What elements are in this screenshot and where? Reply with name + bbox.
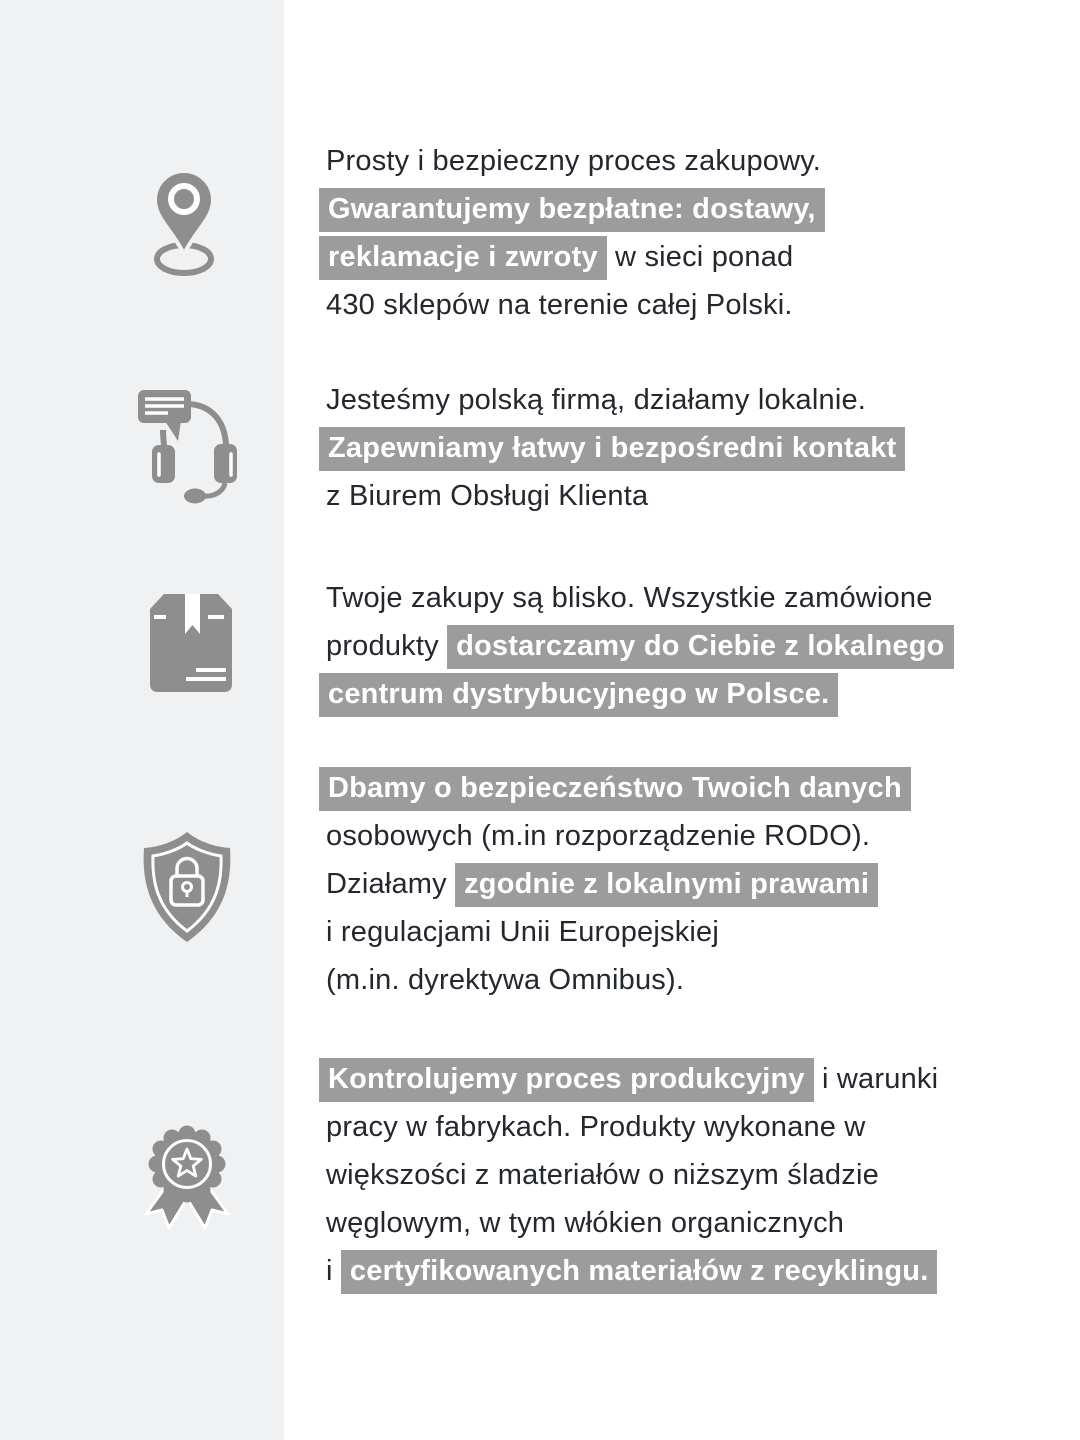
text-line bbox=[326, 424, 905, 472]
text-run: i bbox=[326, 1255, 341, 1287]
award-badge-icon bbox=[136, 1120, 238, 1234]
text-run: z Biurem Obsługi Klienta bbox=[326, 480, 649, 512]
text-run: i regulacjami Unii Europejskiej bbox=[326, 916, 720, 948]
highlighted-text-run: Kontrolujemy proces produkcyjny bbox=[319, 1058, 814, 1102]
text-run: Prosty i bezpieczny proces zakupowy. bbox=[326, 145, 822, 177]
text-run: węglowym, w tym włókien organicznych bbox=[326, 1207, 845, 1239]
text-line bbox=[326, 472, 905, 520]
highlighted-text-run: Zapewniamy łatwy i bezpośredni kontakt bbox=[319, 427, 905, 471]
text-run: Jesteśmy polską firmą, działamy lokalnie. bbox=[326, 384, 867, 416]
award-icon-slot bbox=[136, 1120, 238, 1239]
text-line bbox=[326, 908, 911, 956]
text-line bbox=[326, 376, 905, 424]
section-polish-company-text bbox=[326, 376, 905, 520]
highlighted-text-run: Dbamy o bezpieczeństwo Twoich danych bbox=[319, 767, 911, 811]
location-pin-icon bbox=[151, 170, 217, 276]
text-line bbox=[326, 1151, 938, 1199]
highlighted-text-run: certyfikowanych materiałów z recyklingu. bbox=[341, 1250, 938, 1294]
section-local-distribution-text bbox=[326, 574, 954, 718]
headset-icon-slot bbox=[138, 388, 238, 515]
text-run: pracy w fabrykach. Produkty wykonane w bbox=[326, 1111, 866, 1143]
text-line bbox=[326, 281, 825, 329]
highlighted-text-run: centrum dystrybucyjnego w Polsce. bbox=[319, 673, 838, 717]
text-line bbox=[326, 574, 954, 622]
highlighted-text-run: dostarczamy do Ciebie z lokalnego bbox=[447, 625, 953, 669]
text-line bbox=[326, 1055, 938, 1103]
text-run: osobowych (m.in rozporządzenie RODO). bbox=[326, 820, 871, 852]
shield-icon-slot bbox=[138, 830, 236, 949]
text-run: Działamy bbox=[326, 868, 456, 900]
text-line bbox=[326, 860, 911, 908]
highlighted-text-run: zgodnie z lokalnymi prawami bbox=[455, 863, 878, 907]
text-run: (m.in. dyrektywa Omnibus). bbox=[326, 964, 685, 996]
text-line bbox=[326, 622, 954, 670]
package-icon-slot bbox=[148, 594, 234, 697]
location-pin-icon-slot bbox=[151, 170, 217, 281]
text-line bbox=[326, 185, 825, 233]
shield-lock-icon bbox=[138, 830, 236, 944]
text-line bbox=[326, 137, 825, 185]
text-run: Twoje zakupy są blisko. Wszystkie zamówione bbox=[326, 582, 933, 614]
text-line bbox=[326, 956, 911, 1004]
text-run: większości z materiałów o niższym śladzie bbox=[326, 1159, 879, 1191]
text-line bbox=[326, 1103, 938, 1151]
text-line bbox=[326, 764, 911, 812]
highlighted-text-run: reklamacje i zwroty bbox=[319, 236, 607, 280]
text-run: 430 sklepów na terenie całej Polski. bbox=[326, 289, 793, 321]
text-run: produkty bbox=[326, 630, 448, 662]
section-data-security-text bbox=[326, 764, 911, 1004]
customer-service-headset-icon bbox=[138, 388, 238, 510]
text-line bbox=[326, 670, 954, 718]
highlighted-text-run: Gwarantujemy bezpłatne: dostawy, bbox=[319, 188, 825, 232]
text-run: w sieci ponad bbox=[606, 241, 794, 273]
text-run: i warunki bbox=[813, 1063, 939, 1095]
section-free-delivery-text bbox=[326, 137, 825, 329]
text-line bbox=[326, 1247, 938, 1295]
text-line bbox=[326, 233, 825, 281]
package-box-icon bbox=[148, 594, 234, 692]
text-line bbox=[326, 812, 911, 860]
text-line bbox=[326, 1199, 938, 1247]
section-production-control-text bbox=[326, 1055, 938, 1295]
